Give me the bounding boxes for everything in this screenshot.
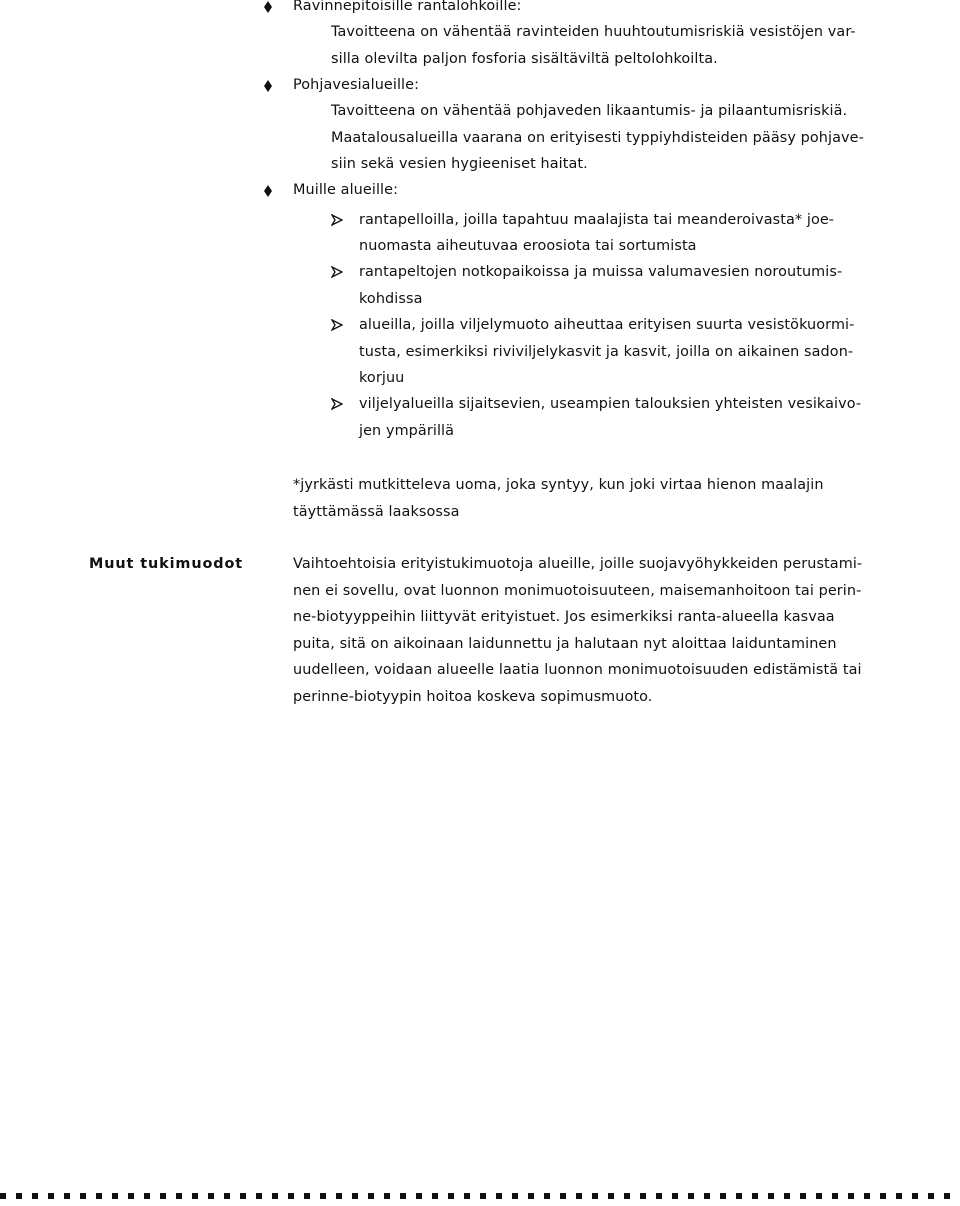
bullet-text-line: Tavoitteena on vähentää ravinteiden huuhtoutumisriskiä vesistöjen var- [331,24,856,40]
subitem-text-line: alueilla, joilla viljelymuoto aiheuttaa erityisen suurta vesistökuormi- [359,317,855,333]
bullet-text-line: siin sekä vesien hygieeniset haitat. [331,156,588,172]
page-bottom-dotted-rule [0,1193,960,1199]
bullet-heading: Pohjavesialueille: [293,77,420,93]
diamond-bullet-icon [263,0,273,14]
arrowhead-bullet-icon [331,319,343,331]
subitem-text-line: nuomasta aiheutuvaa eroosiota tai sortumista [359,238,697,254]
bullet-heading: Ravinnepitoisille rantalohkoille: [293,0,522,14]
arrowhead-bullet-icon [331,214,343,226]
subitem-text-line: viljelyalueilla sijaitsevien, useampien talouksien yhteisten vesikaivo- [359,396,862,412]
diamond-bullet-icon [263,184,273,198]
section-text-line: ne-biotyyppeihin liittyvät erityistuet. Jos esimerkiksi ranta-alueella kasvaa [293,609,835,625]
diamond-bullet-icon [263,79,273,93]
section-text-line: perinne-biotyypin hoitoa koskeva sopimusmuoto. [293,689,653,705]
arrowhead-bullet-icon [331,266,343,278]
subitem-text-line: korjuu [359,370,405,386]
bullet-text-line: silla olevilta paljon fosforia sisältäviltä peltolohkoilta. [331,51,718,67]
subitem-text-line: rantapelloilla, joilla tapahtuu maalajista tai meanderoivasta* joe- [359,212,835,228]
arrowhead-bullet-icon [331,398,343,410]
section-text-line: puita, sitä on aikoinaan laidunnettu ja halutaan nyt aloittaa laiduntaminen [293,636,837,652]
subitem-text-line: jen ympärillä [359,423,455,439]
subitem-text-line: rantapeltojen notkopaikoissa ja muissa valumavesien noroutumis- [359,264,843,280]
bullet-heading: Muille alueille: [293,182,399,198]
bullet-text-line: Tavoitteena on vähentää pohjaveden likaantumis- ja pilaantumisriskiä. [331,103,848,119]
section-label: Muut tukimuodot [89,556,244,572]
subitem-text-line: kohdissa [359,291,423,307]
section-text-line: Vaihtoehtoisia erityistukimuotoja alueille, joille suojavyöhykkeiden perustami- [293,556,863,572]
bullet-text-line: Maatalousalueilla vaarana on erityisesti typpiyhdisteiden pääsy pohjave- [331,130,864,146]
footnote-line: *jyrkästi mutkitteleva uoma, joka syntyy, kun joki virtaa hienon maalajin [293,477,824,493]
section-text-line: uudelleen, voidaan alueelle laatia luonnon monimuotoisuuden edistämistä tai [293,662,862,678]
footnote-line: täyttämässä laaksossa [293,504,460,520]
section-text-line: nen ei sovellu, ovat luonnon monimuotoisuuteen, maisemanhoitoon tai perin- [293,583,862,599]
subitem-text-line: tusta, esimerkiksi riviviljelykasvit ja kasvit, joilla on aikainen sadon- [359,344,854,360]
